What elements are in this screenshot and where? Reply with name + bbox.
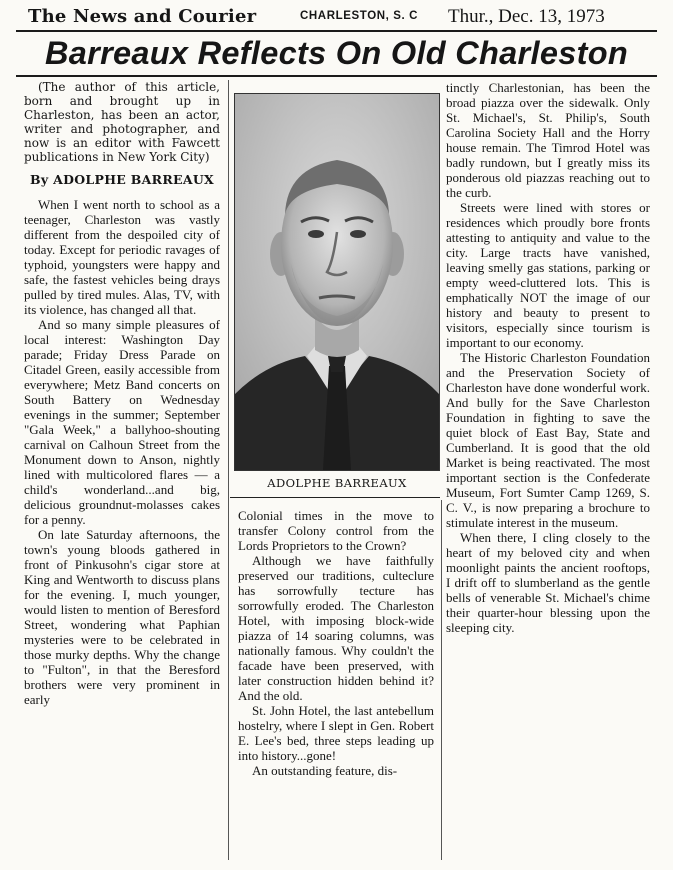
paragraph: The Historic Charleston Foundation and the Preservation Society of Charleston have done wonderful work. And bully for the Save Charleston Foundation in fighting to save the quiet block of East Bay, State and Cumberland. It is good that the old Market is being reactivated. The most important section is the Confederate Museum, Fort Sumter Camp 1269, S. C. V., is now preparing a brochure to stimulate interest in the museum. [446, 350, 650, 530]
paragraph: When there, I cling closely to the heart of my beloved city and when moonlight paints the ancient rooftops, I drift off to slumberland as the gentle bells of venerable St. Michael's chime their quarter-hour blessing upon the sleeping city. [446, 530, 650, 635]
paragraph: On late Saturday afternoons, the town's young bloods gathered in front of Pinkusohn's cigar store at King and Wentworth to discuss plans for the evening. I, much younger, would listen to mention of Beresford Street, wondering what Paphian mysteries were to be celebrated in those murky depths. Why the change to "Fulton", in that the Beresford brothers were very prominent in early [24, 527, 220, 707]
masthead-rule [16, 30, 657, 32]
byline: By ADOLPHE BARREAUX [30, 172, 215, 187]
newspaper-name: The News and Courier [28, 6, 257, 27]
headline-rule [16, 75, 657, 77]
paragraph: Streets were lined with stores or residences which proudly bore fronts attesting to antiquity and value to the city. Large tracts have vanished, leaving smelly gas stations, parking or empty weed-cluttered lots. This is emphatically NOT the image of our history and beauty to present to visitors, especially since tourism is important to our economy. [446, 200, 650, 350]
editor-note: (The author of this article, born and brought up in Charleston, has been an actor, writer and photographer, and now is an editor with Fawcett publications in New York City) [24, 80, 220, 164]
article-headline: Barreaux Reflects On Old Charleston [44, 35, 629, 71]
column-rule-right [441, 500, 442, 860]
article-column-1 [24, 80, 220, 707]
issue-date: Thur., Dec. 13, 1973 [448, 6, 605, 27]
masthead [0, 0, 673, 30]
column-rule-left [228, 80, 229, 860]
paragraph: When I went north to school as a teenager, Charleston was vastly different from the despoiled city of today. Except for periodic ravages of typhoid, youngsters were happy and safe, the fastest vehicles being drays pulled by tired mules. Alas, TV, with its violence, has changed all that. [24, 197, 220, 317]
paragraph: Although we have faithfully preserved our traditions, culteclure has sorrowfully tecture has sorrowfully eroded. The Charleston Hotel, with imposing block-wide piazza of 14 soaring columns, was nationally famous. Why couldn't the facade have been preserved, with later construction hidden behind it? And the old. [238, 553, 434, 703]
paragraph: tinctly Charlestonian, has been the broad piazza over the sidewalk. Only St. Michael's, St. Philip's, South Carolina Society Hall and the Horry house remain. The Timrod Hotel was badly rundown, but I greatly miss its ponderous old piazzas reaching out to the curb. [446, 80, 650, 200]
article-column-3 [446, 80, 650, 635]
photo-caption: ADOLPHE BARREAUX [267, 476, 407, 490]
article-column-2 [238, 508, 434, 778]
paragraph: St. John Hotel, the last antebellum hostelry, where I slept in Gen. Robert E. Lee's bed, three steps leading up into history...gone! [238, 703, 434, 763]
portrait-image [235, 94, 439, 470]
caption-rule [230, 497, 440, 498]
dateline-city: CHARLESTON, S. C [300, 10, 419, 22]
paragraph: Colonial times in the move to transfer Colony control from the Lords Proprietors to the Crown? [238, 508, 434, 553]
paragraph: An outstanding feature, dis- [252, 763, 398, 778]
author-photo [234, 93, 440, 471]
paragraph: And so many simple pleasures of local interest: Washington Day parade; Friday Dress Parade on Citadel Green, easily accessible from everywhere; Metz Band concerts on South Battery on Wednesday evenings in the summer; September "Gala Week," a ballyhoo-shouting carnival on Calhoun Street from the Monument down to Anson, nightly lined with multicolored flares — a child's wonderland...and big, delicious groundnut-molasses cakes for a penny. [24, 317, 220, 527]
